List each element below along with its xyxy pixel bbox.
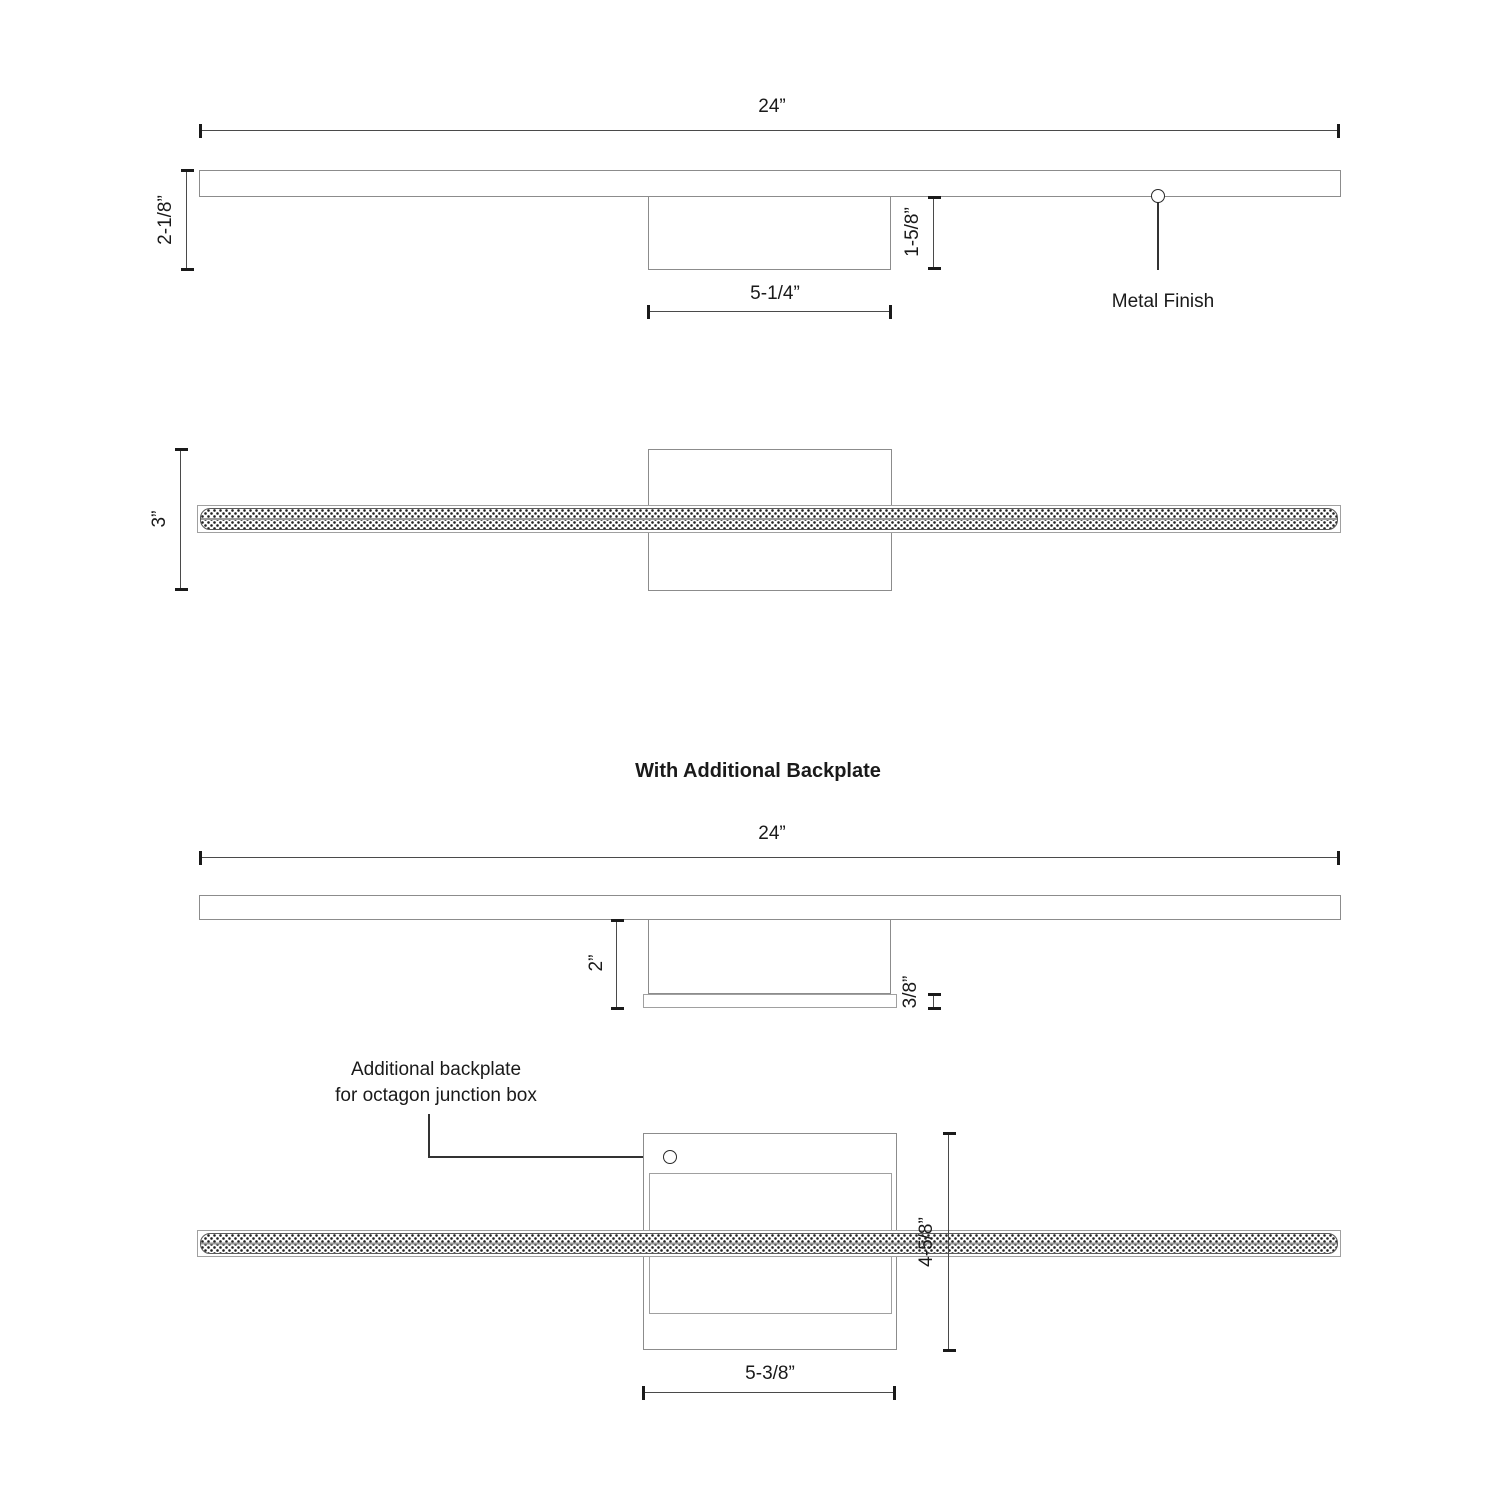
metal-finish-leader-line bbox=[1157, 202, 1159, 270]
dim-label-backplate-height: 1-5/8” bbox=[902, 207, 923, 257]
fixture-bar-side-view-2 bbox=[199, 895, 1341, 920]
backplate-side-view-2 bbox=[648, 919, 891, 994]
led-lens-hatch-bar-2 bbox=[200, 1233, 1338, 1254]
dim-line-fixture-height bbox=[186, 170, 187, 269]
additional-backplate-side-view bbox=[643, 994, 897, 1008]
backplate-callout-line2: for octagon junction box bbox=[335, 1085, 537, 1106]
dim-line-backplate-height bbox=[933, 197, 934, 268]
metal-finish-label: Metal Finish bbox=[1111, 291, 1215, 312]
dim-label-overall-width-top: 24” bbox=[758, 96, 786, 117]
backplate-callout-leader-vertical bbox=[428, 1114, 430, 1158]
backplate-callout-text bbox=[286, 1057, 586, 1109]
metal-finish-callout-circle-icon bbox=[1151, 189, 1165, 203]
dim-line-overall-width-bottom bbox=[200, 857, 1338, 858]
backplate-side-view bbox=[648, 196, 891, 270]
led-lens-hatch-bar bbox=[200, 508, 1338, 530]
dim-label-plate-thickness: 3/8” bbox=[900, 975, 921, 1009]
dim-line-plate-thickness bbox=[933, 994, 934, 1008]
dim-line-mount-drop bbox=[616, 920, 617, 1008]
dim-label-backplate-width: 5-1/4” bbox=[750, 283, 800, 304]
backplate-callout-leader-horizontal bbox=[428, 1156, 664, 1158]
backplate-callout-circle-icon bbox=[663, 1150, 677, 1164]
fixture-bar-side-view bbox=[199, 170, 1341, 197]
dim-label-plate-height: 4-5/8” bbox=[916, 1217, 937, 1267]
dim-label-front-height: 3” bbox=[149, 510, 170, 528]
dim-line-front-height bbox=[180, 449, 181, 589]
section-title: With Additional Backplate bbox=[635, 760, 881, 782]
dim-line-backplate-width bbox=[648, 311, 890, 312]
dim-label-overall-width-bottom: 24” bbox=[758, 823, 786, 844]
dim-label-mount-drop: 2” bbox=[586, 954, 607, 972]
dim-label-plate-width: 5-3/8” bbox=[745, 1363, 795, 1384]
dim-label-fixture-height: 2-1/8” bbox=[155, 195, 176, 245]
dim-line-overall-width-top bbox=[200, 130, 1338, 131]
dim-line-plate-height bbox=[948, 1133, 949, 1350]
dim-line-plate-width bbox=[643, 1392, 894, 1393]
backplate-callout-line1: Additional backplate bbox=[350, 1059, 522, 1080]
